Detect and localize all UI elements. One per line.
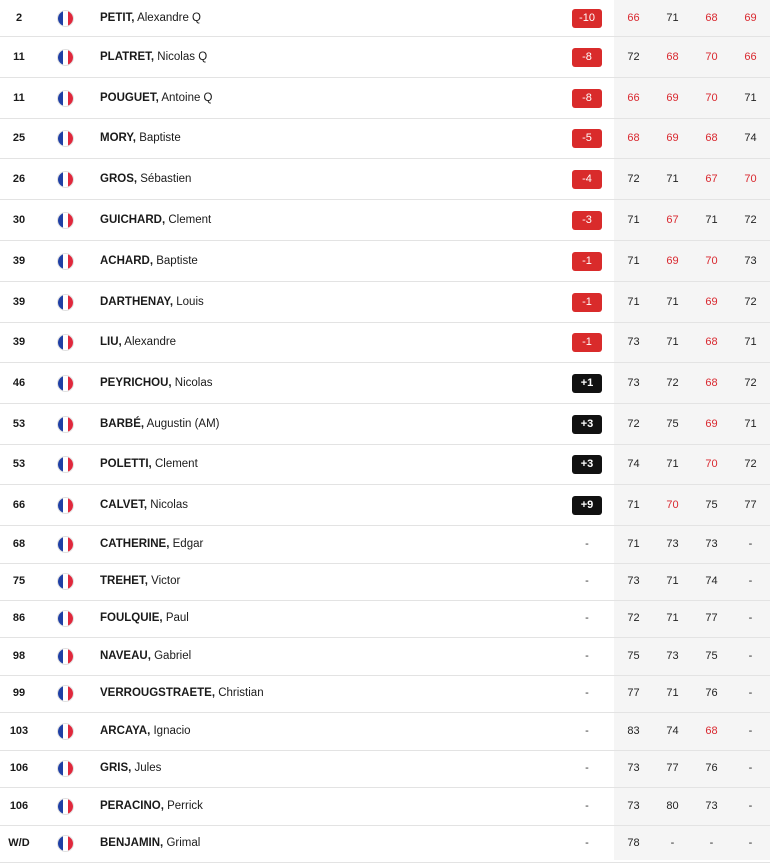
round-4-score: 72 xyxy=(744,377,757,389)
player-name[interactable] xyxy=(100,12,560,24)
france-flag-icon xyxy=(58,537,73,552)
round-1-score: 71 xyxy=(627,538,640,551)
player-first-name: Augustin (AM) xyxy=(146,418,220,430)
table-row[interactable] xyxy=(0,363,770,404)
round-2-score: 69 xyxy=(666,92,679,104)
score-to-par: -1 xyxy=(572,293,602,312)
player-first-name: Ignacio xyxy=(153,725,191,738)
score-to-par: - xyxy=(585,687,589,700)
round-4-score: 71 xyxy=(744,336,757,348)
score-to-par: - xyxy=(585,800,589,813)
player-last-name: CATHERINE, xyxy=(100,538,170,551)
table-row[interactable] xyxy=(0,825,770,863)
france-flag-icon xyxy=(58,724,73,739)
france-flag-icon xyxy=(58,836,73,851)
position: 106 xyxy=(9,762,29,775)
player-last-name: NAVEAU, xyxy=(100,650,151,663)
table-row[interactable] xyxy=(0,750,770,788)
round-2-score: 77 xyxy=(666,762,679,775)
round-4-score: - xyxy=(748,762,753,775)
player-first-name: Victor xyxy=(151,575,181,588)
france-flag-icon xyxy=(58,649,73,664)
player-first-name: Paul xyxy=(165,612,189,625)
round-3-score: 68 xyxy=(705,377,718,389)
round-3-score: 71 xyxy=(705,214,718,226)
round-1-score: 72 xyxy=(627,612,640,625)
player-first-name: Baptiste xyxy=(139,132,181,144)
table-row[interactable] xyxy=(0,159,770,200)
position: 39 xyxy=(12,336,26,348)
player-first-name: Edgar xyxy=(172,538,204,551)
round-2-score: 71 xyxy=(666,687,679,700)
france-flag-icon xyxy=(58,254,73,269)
player-last-name: BENJAMIN, xyxy=(100,837,164,850)
france-flag-icon xyxy=(58,11,73,26)
position: 53 xyxy=(12,458,26,470)
round-4-score: 74 xyxy=(744,132,757,144)
round-1-score: 71 xyxy=(627,499,640,511)
player-last-name: GRIS, xyxy=(100,762,132,775)
round-3-score: 70 xyxy=(705,92,718,104)
player-name[interactable] xyxy=(100,92,560,104)
position: 11 xyxy=(13,92,25,104)
player-first-name: Nicolas xyxy=(150,499,188,511)
player-name[interactable] xyxy=(100,336,560,348)
player-first-name: Louis xyxy=(176,296,204,308)
score-to-par: +3 xyxy=(572,415,602,434)
player-last-name: CALVET, xyxy=(100,499,148,511)
round-2-score: 71 xyxy=(666,575,679,588)
player-first-name: Nicolas Q xyxy=(157,51,208,63)
round-1-score: 66 xyxy=(627,12,640,24)
score-to-par: -3 xyxy=(572,211,602,230)
round-1-score: 71 xyxy=(627,255,640,267)
player-first-name: Antoine Q xyxy=(161,92,213,104)
player-last-name: DARTHENAY, xyxy=(100,296,174,308)
score-to-par: -1 xyxy=(572,333,602,352)
score-to-par: +9 xyxy=(572,496,602,515)
player-name[interactable] xyxy=(100,132,560,144)
position: 98 xyxy=(12,650,26,663)
table-row[interactable] xyxy=(0,282,770,323)
round-4-score: 72 xyxy=(744,296,757,308)
round-3-score: 68 xyxy=(705,725,718,738)
player-first-name: Baptiste xyxy=(156,255,198,267)
round-3-score: 67 xyxy=(705,173,718,185)
position: 103 xyxy=(9,725,29,738)
player-name[interactable] xyxy=(100,255,560,267)
table-row[interactable] xyxy=(0,600,770,638)
position: 30 xyxy=(12,214,26,226)
round-3-score: 68 xyxy=(705,336,718,348)
position: 66 xyxy=(12,499,26,511)
player-last-name: VERROUGSTRAETE, xyxy=(100,687,216,700)
round-3-score: 77 xyxy=(705,612,718,625)
player-first-name: Alexandre Q xyxy=(137,12,202,24)
round-4-score: 66 xyxy=(744,51,757,63)
player-name[interactable] xyxy=(100,800,560,812)
score-to-par: - xyxy=(585,650,589,663)
score-to-par: - xyxy=(585,837,589,850)
score-to-par: -8 xyxy=(572,89,602,108)
player-last-name: GROS, xyxy=(100,173,138,185)
position: 46 xyxy=(12,377,26,389)
france-flag-icon xyxy=(58,91,73,106)
table-row[interactable] xyxy=(0,0,770,37)
round-1-score: 73 xyxy=(627,377,640,389)
france-flag-icon xyxy=(58,295,73,310)
player-name[interactable] xyxy=(100,214,560,226)
position: 39 xyxy=(12,296,26,308)
round-3-score: - xyxy=(709,837,714,850)
player-last-name: ARCAYA, xyxy=(100,725,151,738)
round-2-score: 71 xyxy=(666,612,679,625)
round-4-score: - xyxy=(748,687,753,700)
table-row[interactable] xyxy=(0,200,770,241)
round-4-score: - xyxy=(748,575,753,588)
table-row[interactable] xyxy=(0,675,770,713)
round-4-score: 72 xyxy=(744,458,757,470)
player-name[interactable] xyxy=(100,418,560,430)
player-first-name: Clement xyxy=(168,214,212,226)
france-flag-icon xyxy=(58,50,73,65)
player-name[interactable] xyxy=(100,837,560,849)
round-2-score: 71 xyxy=(666,458,679,470)
table-row[interactable] xyxy=(0,713,770,751)
player-name[interactable] xyxy=(100,725,560,737)
table-row[interactable] xyxy=(0,118,770,159)
position: 106 xyxy=(9,800,29,813)
player-last-name: LIU, xyxy=(100,336,122,348)
score-to-par: - xyxy=(585,762,589,775)
france-flag-icon xyxy=(58,131,73,146)
round-3-score: 73 xyxy=(705,800,718,813)
france-flag-icon xyxy=(58,574,73,589)
table-row[interactable] xyxy=(0,788,770,826)
position: W/D xyxy=(8,837,30,850)
player-last-name: POLETTI, xyxy=(100,458,152,470)
round-3-score: 76 xyxy=(705,762,718,775)
round-2-score: 69 xyxy=(666,255,679,267)
player-name[interactable] xyxy=(100,687,560,699)
round-4-score: 71 xyxy=(744,418,757,430)
player-first-name: Perrick xyxy=(167,800,203,813)
position: 25 xyxy=(12,132,26,144)
player-last-name: MORY, xyxy=(100,132,136,144)
round-3-score: 70 xyxy=(705,255,718,267)
table-row[interactable] xyxy=(0,37,770,78)
round-1-score: 66 xyxy=(627,92,640,104)
round-4-score: - xyxy=(748,612,753,625)
round-1-score: 73 xyxy=(627,762,640,775)
position: 26 xyxy=(12,173,26,185)
table-row[interactable] xyxy=(0,241,770,282)
france-flag-icon xyxy=(58,761,73,776)
player-last-name: PERACINO, xyxy=(100,800,164,813)
player-first-name: Alexandre xyxy=(124,336,177,348)
france-flag-icon xyxy=(58,376,73,391)
position: 75 xyxy=(12,575,26,588)
player-last-name: PLATRET, xyxy=(100,51,155,63)
player-name[interactable] xyxy=(100,612,560,624)
round-4-score: - xyxy=(748,650,753,663)
player-name[interactable] xyxy=(100,650,560,662)
round-2-score: 71 xyxy=(666,12,679,24)
round-1-score: 78 xyxy=(627,837,640,850)
round-2-score: 67 xyxy=(666,214,679,226)
score-to-par: +1 xyxy=(572,374,602,393)
round-4-score: 77 xyxy=(744,499,757,511)
round-1-score: 77 xyxy=(627,687,640,700)
round-2-score: 71 xyxy=(666,336,679,348)
round-4-score: 73 xyxy=(744,255,757,267)
player-last-name: BARBÉ, xyxy=(100,418,145,430)
round-1-score: 74 xyxy=(627,458,640,470)
player-last-name: PETIT, xyxy=(100,12,135,24)
round-4-score: 69 xyxy=(744,12,757,24)
score-to-par: -10 xyxy=(572,9,602,28)
round-4-score: 70 xyxy=(744,173,757,185)
table-row[interactable] xyxy=(0,78,770,119)
round-3-score: 75 xyxy=(705,650,718,663)
table-row[interactable] xyxy=(0,444,770,485)
player-first-name: Gabriel xyxy=(154,650,192,663)
score-to-par: +3 xyxy=(572,455,602,474)
round-3-score: 76 xyxy=(705,687,718,700)
table-row[interactable] xyxy=(0,404,770,445)
score-to-par: - xyxy=(585,538,589,551)
france-flag-icon xyxy=(58,686,73,701)
score-to-par: -4 xyxy=(572,170,602,189)
position: 11 xyxy=(13,51,25,63)
score-to-par: - xyxy=(585,575,589,588)
france-flag-icon xyxy=(58,498,73,513)
position: 99 xyxy=(12,687,26,700)
score-to-par: - xyxy=(585,725,589,738)
player-last-name: POUGUET, xyxy=(100,92,159,104)
round-4-score: - xyxy=(748,837,753,850)
round-1-score: 72 xyxy=(627,51,640,63)
table-row[interactable] xyxy=(0,638,770,676)
position: 2 xyxy=(15,12,23,24)
player-name[interactable] xyxy=(100,377,560,389)
position: 39 xyxy=(12,255,26,267)
table-row[interactable] xyxy=(0,526,770,564)
france-flag-icon xyxy=(58,213,73,228)
round-2-score: 69 xyxy=(666,132,679,144)
player-first-name: Jules xyxy=(134,762,162,775)
table-row[interactable] xyxy=(0,485,770,526)
round-3-score: 70 xyxy=(705,51,718,63)
position: 86 xyxy=(12,612,26,625)
france-flag-icon xyxy=(58,335,73,350)
position: 53 xyxy=(12,418,26,430)
round-2-score: 71 xyxy=(666,173,679,185)
round-3-score: 75 xyxy=(705,499,718,511)
player-name[interactable] xyxy=(100,296,560,308)
round-4-score: 71 xyxy=(744,92,757,104)
round-2-score: - xyxy=(670,837,675,850)
player-name[interactable] xyxy=(100,173,560,185)
round-1-score: 73 xyxy=(627,575,640,588)
round-3-score: 68 xyxy=(705,132,718,144)
round-3-score: 69 xyxy=(705,418,718,430)
player-last-name: GUICHARD, xyxy=(100,214,166,226)
player-last-name: FOULQUIE, xyxy=(100,612,163,625)
round-1-score: 68 xyxy=(627,132,640,144)
france-flag-icon xyxy=(58,417,73,432)
score-to-par: -1 xyxy=(572,252,602,271)
player-last-name: TREHET, xyxy=(100,575,148,588)
player-last-name: PEYRICHOU, xyxy=(100,377,172,389)
round-4-score: - xyxy=(748,538,753,551)
player-last-name: ACHARD, xyxy=(100,255,154,267)
round-1-score: 71 xyxy=(627,214,640,226)
france-flag-icon xyxy=(58,799,73,814)
round-1-score: 73 xyxy=(627,800,640,813)
round-2-score: 73 xyxy=(666,538,679,551)
france-flag-icon xyxy=(58,611,73,626)
player-name[interactable] xyxy=(100,575,560,587)
round-3-score: 69 xyxy=(705,296,718,308)
round-4-score: 72 xyxy=(744,214,757,226)
round-4-score: - xyxy=(748,800,753,813)
player-first-name: Clement xyxy=(154,458,198,470)
round-2-score: 68 xyxy=(666,51,679,63)
round-3-score: 68 xyxy=(705,12,718,24)
round-1-score: 71 xyxy=(627,296,640,308)
player-name[interactable] xyxy=(100,762,560,774)
player-first-name: Grimal xyxy=(166,837,201,850)
position: 68 xyxy=(12,538,26,551)
round-2-score: 73 xyxy=(666,650,679,663)
round-1-score: 72 xyxy=(627,418,640,430)
player-first-name: Sébastien xyxy=(140,173,192,185)
table-row[interactable] xyxy=(0,322,770,363)
player-name[interactable] xyxy=(100,538,560,550)
score-to-par: -5 xyxy=(572,129,602,148)
round-2-score: 71 xyxy=(666,296,679,308)
score-to-par: - xyxy=(585,612,589,625)
round-2-score: 72 xyxy=(666,377,679,389)
table-row[interactable] xyxy=(0,563,770,601)
round-2-score: 74 xyxy=(666,725,679,738)
round-2-score: 70 xyxy=(666,499,679,511)
round-1-score: 75 xyxy=(627,650,640,663)
score-to-par: -8 xyxy=(572,48,602,67)
france-flag-icon xyxy=(58,457,73,472)
round-3-score: 70 xyxy=(705,458,718,470)
player-first-name: Nicolas xyxy=(174,377,213,389)
round-1-score: 72 xyxy=(627,173,640,185)
round-3-score: 73 xyxy=(705,538,718,551)
round-2-score: 75 xyxy=(666,418,679,430)
france-flag-icon xyxy=(58,172,73,187)
round-1-score: 73 xyxy=(627,336,640,348)
round-3-score: 74 xyxy=(705,575,718,588)
round-4-score: - xyxy=(748,725,753,738)
player-first-name: Christian xyxy=(218,687,264,700)
round-2-score: 80 xyxy=(666,800,679,813)
round-1-score: 83 xyxy=(627,725,640,738)
player-name[interactable] xyxy=(100,458,560,470)
player-name[interactable] xyxy=(100,499,560,511)
player-name[interactable] xyxy=(100,51,560,63)
